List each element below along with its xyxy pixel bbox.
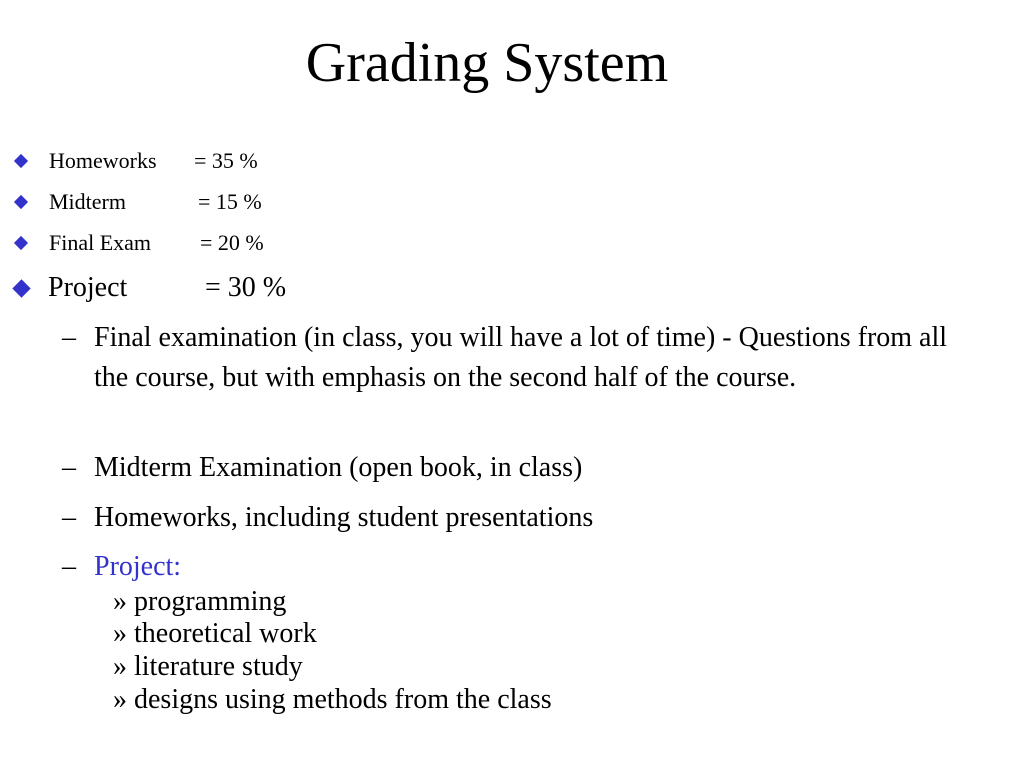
bullet-item-homeworks [13,148,26,174]
bullet-value-project: = 30 % [205,272,287,303]
dash-marker: – [62,322,76,353]
bullet-label-homeworks: Homeworks [49,148,157,173]
bullet-value-final-exam: = 20 % [200,230,264,255]
bullet-item-midterm [13,189,26,215]
bullet-value-homeworks: = 35 % [194,148,258,173]
diamond-bullet-icon [12,279,30,297]
sub-item-final-examination: Final examination (in class, you will have a lot of time) - Questions from all the course, but with emphasis on the second half of the course. [94,322,948,393]
project-item-designs: » designs using methods from the class [113,684,552,715]
dash-marker: – [62,452,76,483]
bullet-item-final-exam [13,230,26,256]
dash-marker: – [62,502,76,533]
bullet-item-project [13,271,28,305]
project-item-literature-study: » literature study [113,651,303,682]
diamond-bullet-icon [14,236,28,250]
slide-title: Grading System [305,32,669,94]
diamond-bullet-icon [14,154,28,168]
sub-item-homeworks: Homeworks, including student presentations [94,502,594,533]
sub-item-midterm-examination: Midterm Examination (open book, in class) [94,452,583,483]
bullet-value-midterm: = 15 % [198,189,262,214]
dash-marker: – [62,551,76,582]
project-item-theoretical-work: » theoretical work [113,618,317,649]
bullet-label-final-exam: Final Exam [49,230,152,255]
bullet-label-midterm: Midterm [49,189,126,214]
sub-item-project: Project: [94,551,182,582]
project-item-programming: » programming [113,586,287,617]
diamond-bullet-icon [14,195,28,209]
bullet-label-project: Project [48,272,128,303]
